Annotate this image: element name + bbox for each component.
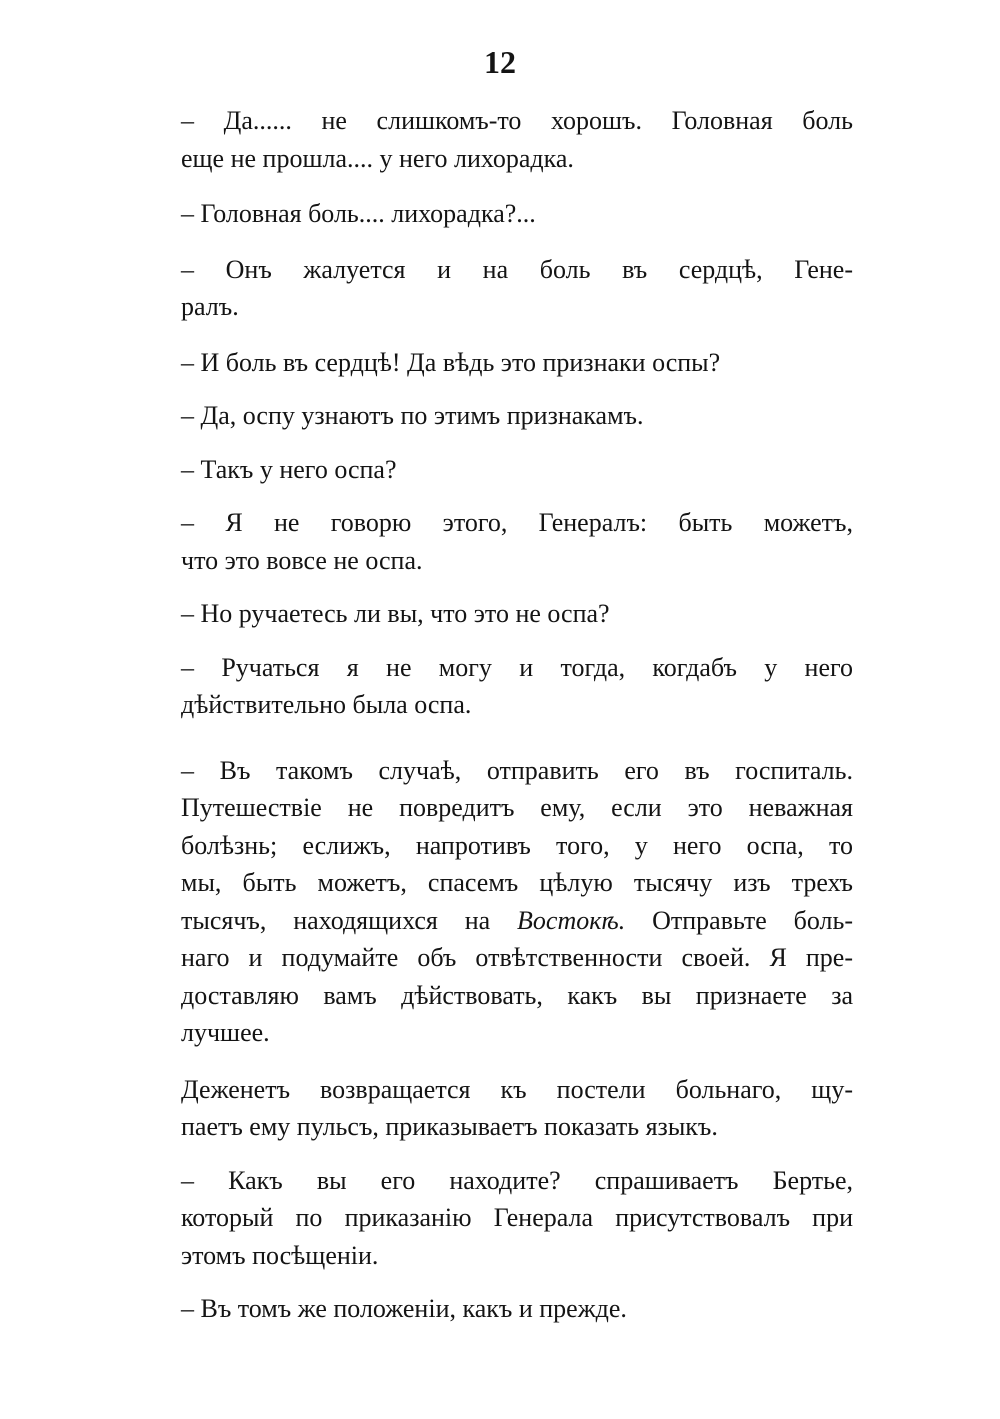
text-line: паетъ ему пульсъ, приказываетъ показать языкъ. <box>181 1112 718 1141</box>
text-line: Деженетъ возвращается къ постели больнаго, щу- <box>181 1074 853 1104</box>
text-line: мы, быть можетъ, спасемъ цѣлую тысячу изъ трехъ <box>181 868 853 897</box>
paragraph <box>148 504 853 579</box>
paragraph <box>148 102 853 177</box>
text-line: – И боль въ сердцѣ! Да вѣдь это признаки оспы? <box>181 347 721 377</box>
paragraph <box>148 752 853 1052</box>
text-line: этомъ посѣщеніи. <box>181 1240 379 1270</box>
paragraph <box>148 195 853 233</box>
text-line: – Такъ у него оспа? <box>181 454 397 484</box>
text-line: – Головная боль.... лихорадка?... <box>181 199 536 228</box>
text-column <box>148 102 853 1328</box>
paragraph <box>148 251 853 326</box>
paragraph <box>148 397 853 435</box>
text-line: – Какъ вы его находите? спрашиваетъ Бертье, <box>181 1165 853 1195</box>
text-line: доставляю вамъ дѣйствовать, какъ вы признаете за <box>181 980 853 1010</box>
page-number: 12 <box>484 44 516 80</box>
text-line: ралъ. <box>181 292 239 321</box>
paragraph <box>148 451 853 489</box>
text-line: который по приказанію Генерала присутствовалъ при <box>181 1203 853 1232</box>
text-line: дѣйствительно была оспа. <box>181 690 472 719</box>
paragraph <box>148 1071 853 1146</box>
text-segment: тысячъ, находящихся на <box>181 905 491 935</box>
text-line <box>148 902 853 940</box>
text-line: – Да...... не слишкомъ-то хорошъ. Головная боль <box>181 106 853 135</box>
paragraph <box>148 595 853 633</box>
text-line: Путешествіе не повредитъ ему, если это неважная <box>181 793 853 822</box>
italic-place-name: Востокѣ. <box>517 905 626 935</box>
text-line: – Я не говорю этого, Генералъ: быть можетъ, <box>181 508 853 537</box>
text-line: что это вовсе не оспа. <box>181 545 423 575</box>
text-line: – Да, оспу узнаютъ по этимъ признакамъ. <box>181 401 644 430</box>
text-line: – Въ такомъ случаѣ, отправить его въ госпиталь. <box>181 755 853 785</box>
paragraph <box>148 649 853 724</box>
text-line: болѣзнь; еслижъ, напротивъ того, у него оспа, то <box>181 830 853 860</box>
paragraph <box>148 1162 853 1275</box>
text-line: лучшее. <box>181 1018 270 1047</box>
text-line: – Ручаться я не могу и тогда, когдабъ у него <box>181 652 853 682</box>
paragraph <box>148 1290 853 1328</box>
text-line: еще не прошла.... у него лихорадка. <box>181 143 574 173</box>
text-line: – Въ томъ же положеніи, какъ и прежде. <box>181 1294 627 1323</box>
text-segment: Отправьте боль- <box>652 905 853 935</box>
text-line: наго и подумайте объ отвѣтственности своей. Я пре- <box>181 943 853 972</box>
text-line: – Онъ жалуется и на боль въ сердцѣ, Гене- <box>181 254 853 284</box>
paragraph <box>148 344 853 382</box>
text-line: – Но ручаетесь ли вы, что это не оспа? <box>181 599 610 628</box>
